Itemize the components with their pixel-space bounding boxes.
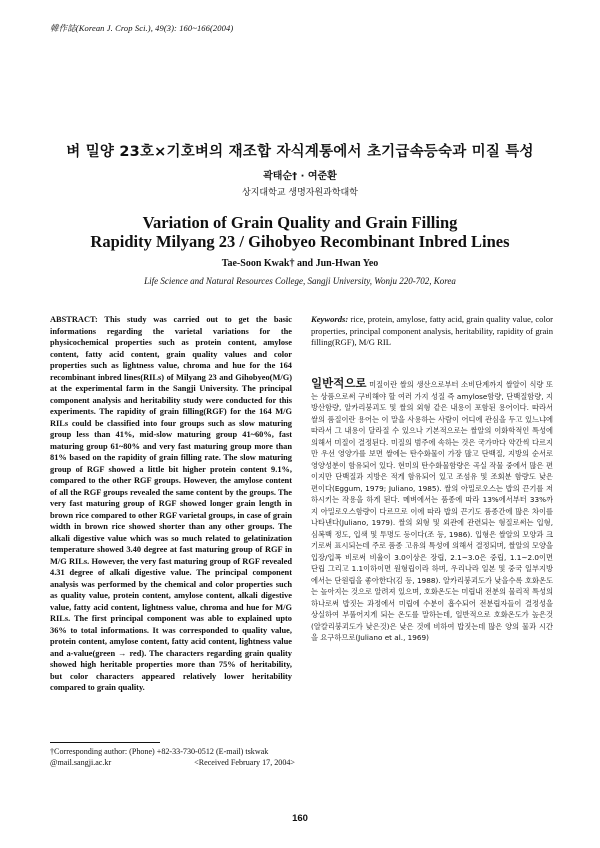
footnote-corresponding-author: †Corresponding author: (Phone) +82-33-730-0512 (E-mail) tskwak [50,747,269,756]
footnote-email: @mail.sangji.ac.kr [50,758,112,767]
footnote-row [50,757,295,768]
english-affiliation: Life Science and Natural Resources College, Sangji University, Wonju 220-702, Korea [144,276,456,286]
english-title-line-2: Rapidity Milyang 23 / Gihobyeo Recombinant Inbred Lines [90,231,510,251]
keywords-text: rice, protein, amylose, fatty acid, grain quality value, color properties, principal component analysis, heritability, rapidity of grain filling(RGF), M/G RIL [311,314,553,347]
keywords [311,314,553,349]
footnote-divider [50,742,160,743]
english-authors: Tae-Soon Kwak† and Jun-Hwan Yeo [221,258,379,269]
keywords-label: Keywords: [311,314,349,324]
english-title [0,214,600,251]
abstract-label: ABSTRACT: [50,315,98,324]
english-title-line-1: Variation of Grain Quality and Grain Filling [142,213,458,232]
abstract [50,314,292,694]
journal-citation: 韓作誌(Korean J. Crop Sci.), 49(3): 160~166(2004) [50,23,234,33]
footnote [50,746,295,768]
page-number: 160 [292,813,308,824]
abstract-text: This study was carried out to get the basic informations regarding the varietal variations for the physicochemical properties such as protein content, amylose content, fatty acid content, grain quality values and color properties such as lightness value, chroma and hue for the 164 recombinant inbred lines(RILs) of Milyang 23 and Gihobyeo(M/G) at the experimental farm in the Sangji University. The principal component analysis and heritability study were conducted for this experiments. The rapidity of grain filling(RGF) for the 164 M/G RILs could be classified into four groups such as slow maturing group less than 41%, mid-slow maturing group 41~60%, fast maturing group 61~80% and very fast maturing group more than 81% based on the rapidity of grain filling rate. The slow maturing group of RGF showed a little bit higher protein content 9.1%, compared to the other RGF groups. However, the amylose content of all the RGF groups revealed the same content by the groups. The very fast maturing group of RGF showed longer grain length in brown rice compared to other RGF varietal groups, in case of grain width in brown rice showed shorter than any other groups. The alkali digestive value which was so much related to gelatinization temperature showed 3.40 degree at fast maturing group of RGF in M/G RILs. However, the very fast maturing group of RGF revealed 4.31 degree of alkali digestive value. The principal component analysis was performed by the chemical and color properties such as quality value, protein content, amylose content, alkali digestive value, fatty acid content, lightness value, chroma and hue for M/G RILs. The first principal component was able to explained upto 36% to total informations. It was corresponded to quality value, protein content, amylose content, fatty acid content, lightness value and a-value(green → red). The characters regarding grain quality showed high heritable properties more than 75% of heritability, but color characters appeared relatively lower heritability compared to grain quality. [50,315,292,692]
korean-affiliation: 상지대학교 생명자원과학대학 [242,188,358,198]
footnote-received-date: <Received February 17, 2004> [194,758,295,767]
introduction-text: 미질이란 쌀의 생산으로부터 소비단계까지 쌀알이 식량 또는 상품으로써 구비해야 할 여러 가지 성질 즉 amylose함량, 단백질함량, 지방산함량, 알카리붕괴도 및 쌀의 외형 같은 내용이 포함된 용어이다. 따라서 쌀의 품질이란 용어는 이 말을 사용하는 사람이 어디에 관심을 두고 있느냐에 따라서 그 내용이 달라질 수 있으나 기본적으로는 쌀알의 이화학적인 특성에 의해서 미질이 결정된다. 미질의 범주에 속하는 것은 국가마다 약간씩 다르지만 우선 영양가를 보면 쌀에는 탄수화물이 가장 많고 단백질, 지방의 순서로 영양성분이 함유되어 있다. 현미의 탄수화물함량은 곡실 작물 중에서 많은 편이지만 단백질과 지방은 적게 함유되어 있고 조섬유 및 조회분 함량도 낮은 편이다(Eggum, 1979; Juliano, 1985). 쌀의 아밀로오스는 밥의 끈기를 저하시키는 작용을 하게 된다. 메벼에서는 품종에 따라 13%에서부터 33%까지 아밀로오스함량이 다르므로 이에 따라 밥의 끈기도 품종간에 많은 차이를 나타낸다(Juliano, 1979). 쌀의 외형 및 외관에 관련되는 형질로써는 입형, 심복백 정도, 입색 및 투명도 등이다(조 등, 1986). 입형은 쌀알의 모양과 크기로써 표시되는데 주로 품종 고유의 특성에 의해서 결정되며, 쌀알의 모양을 입장/입폭 비로써 비율이 3.0이상은 장립, 2.1~3.0은 중립, 1.1~2.0이면 단립 그리고 1.1이하이면 원형립이라 하며, 우리나라 일본 및 중국 일부지방에서는 단원립을 좋아한다(김 등, 1988). 알카리붕괴도가 낮을수록 호화온도는 높아지는 것으로 알려져 있으며, 호화온도는 미립내 전분의 물리적 특성의 하나로써 밥짓는 과정에서 미립에 수분이 흡수되어 전분립자들이 결정성을 상실하여 부풀어지게 되는 온도를 말하는데, 일반적으로 호화온도가 높은것(알칼리붕괴도가 낮은것)은 낮은 것에 비하여 밥짓는데 많은 양의 물과 시간을 요구하므로(Juliano et al., 1969) [311,380,553,642]
korean-title: 벼 밀양 23호×기호벼의 재조합 자식계통에서 초기급속등숙과 미질 특성 [66,144,534,160]
introduction-heading: 일반적으로 [311,376,367,390]
introduction [311,378,553,644]
korean-authors: 곽태순† · 여준환 [263,171,337,182]
